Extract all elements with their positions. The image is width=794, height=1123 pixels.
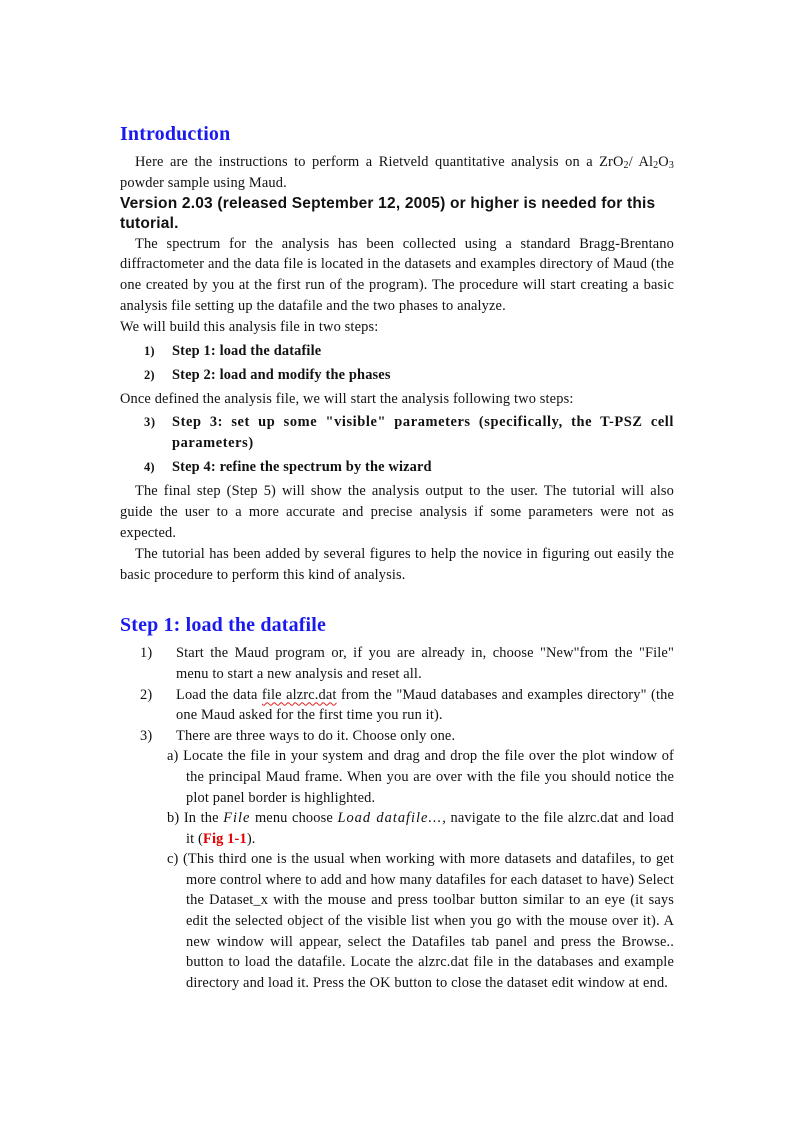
option-text: menu choose	[250, 810, 338, 827]
option-c: c) (This third one is the usual when working with more datasets and datafiles, to get more control where to add and how many datafiles for each dataset to have) Select the Dataset_x with the mouse and press toolbar button similar to an eye (it says edit the selected object of the visible list when you go with the mouse over it). A new window will appear, select the Datafiles tab panel and press the Browse.. button to load the datafile. Locate the alzrc.dat file in the databases and example directory and load it. Press the OK button to close the dataset edit window at end.	[167, 851, 674, 991]
step1-list	[120, 643, 674, 746]
list-item	[120, 412, 674, 454]
list-number: 2)	[140, 686, 153, 703]
intro-paragraph-6: The tutorial has been added by several figures to help the novice in figuring out easily the basic procedure to perform this kind of analysis.	[120, 545, 674, 583]
list-text: Step 3: set up some "visible" parameters (specifically, the T-PSZ cell parameters)	[172, 414, 674, 452]
step1-heading: Step 1: load the datafile	[120, 614, 326, 637]
list-text: Step 4: refine the spectrum by the wizard	[172, 459, 432, 476]
list-item	[120, 726, 674, 747]
list-number: 1)	[140, 645, 153, 662]
list-text: Start the Maud program or, if you are already in, choose "New"from the "File" menu to start a new analysis and reset all.	[176, 645, 674, 682]
analysis-steps-list	[120, 412, 674, 478]
list-number: 4)	[144, 460, 155, 475]
document-page	[120, 118, 674, 993]
list-text: There are three ways to do it. Choose only one.	[176, 727, 456, 744]
intro-p1-text: O	[658, 154, 669, 170]
menu-item-name: Load datafile...	[337, 810, 443, 827]
option-text: b) In the	[167, 810, 224, 827]
subscript: 2	[623, 160, 629, 171]
list-item	[120, 685, 674, 726]
list-number: 3)	[144, 415, 156, 430]
intro-paragraph-3: We will build this analysis file in two steps:	[120, 318, 379, 335]
intro-paragraph-1	[120, 152, 674, 194]
list-item	[120, 457, 674, 478]
option-a: a) Locate the file in your system and drag and drop the file over the plot window of the principal Maud frame. When you are over with the file you should notice the plot panel border is highlighted.	[167, 748, 674, 806]
option-text: , navigate to the file alzrc.dat and load it (	[186, 810, 674, 847]
intro-p1-text: / Al	[628, 154, 654, 170]
subscript: 2	[653, 160, 659, 171]
intro-p1-text: powder sample using Maud.	[120, 174, 287, 191]
datafile-name-link[interactable]: file alzrc.dat	[261, 686, 337, 703]
list-item	[120, 341, 674, 362]
intro-paragraph-5: The final step (Step 5) will show the analysis output to the user. The tutorial will also guide the user to a more accurate and precise analysis if some parameters were not as expected.	[120, 483, 674, 541]
list-text: Step 2: load and modify the phases	[172, 366, 391, 383]
version-note: Version 2.03 (released September 12, 2005) or higher is needed for this tutorial.	[120, 194, 656, 232]
list-number: 3)	[140, 727, 153, 744]
intro-p1-text: Here are the instructions to perform a Rietveld quantitative analysis on a ZrO	[135, 154, 624, 170]
intro-paragraph-4: Once defined the analysis file, we will start the analysis following two steps:	[120, 390, 574, 407]
load-options-list	[120, 746, 674, 993]
list-text: from the "Maud databases and examples directory" (the one Maud asked for the first time you run it).	[176, 686, 674, 724]
list-item	[120, 643, 674, 684]
subscript: 3	[668, 160, 674, 171]
introduction-heading: Introduction	[120, 123, 231, 145]
intro-paragraph-2: The spectrum for the analysis has been collected using a standard Bragg-Brentano diffractometer and the data file is located in the datasets and examples directory of Maud (the one created by you at the first run of the program). The procedure will start creating a basic analysis file setting up the datafile and the two phases to analyze.	[120, 235, 674, 314]
option-text: ).	[246, 830, 256, 847]
option-b	[120, 808, 674, 849]
list-number: 1)	[144, 343, 155, 358]
list-number: 2)	[144, 367, 155, 382]
list-item	[120, 365, 674, 386]
list-text: Step 1: load the datafile	[172, 342, 322, 359]
build-steps-list	[120, 341, 674, 386]
figure-reference-link[interactable]: Fig 1-1	[203, 830, 247, 847]
list-text: Load the data	[176, 686, 262, 703]
menu-name: File	[223, 810, 251, 827]
